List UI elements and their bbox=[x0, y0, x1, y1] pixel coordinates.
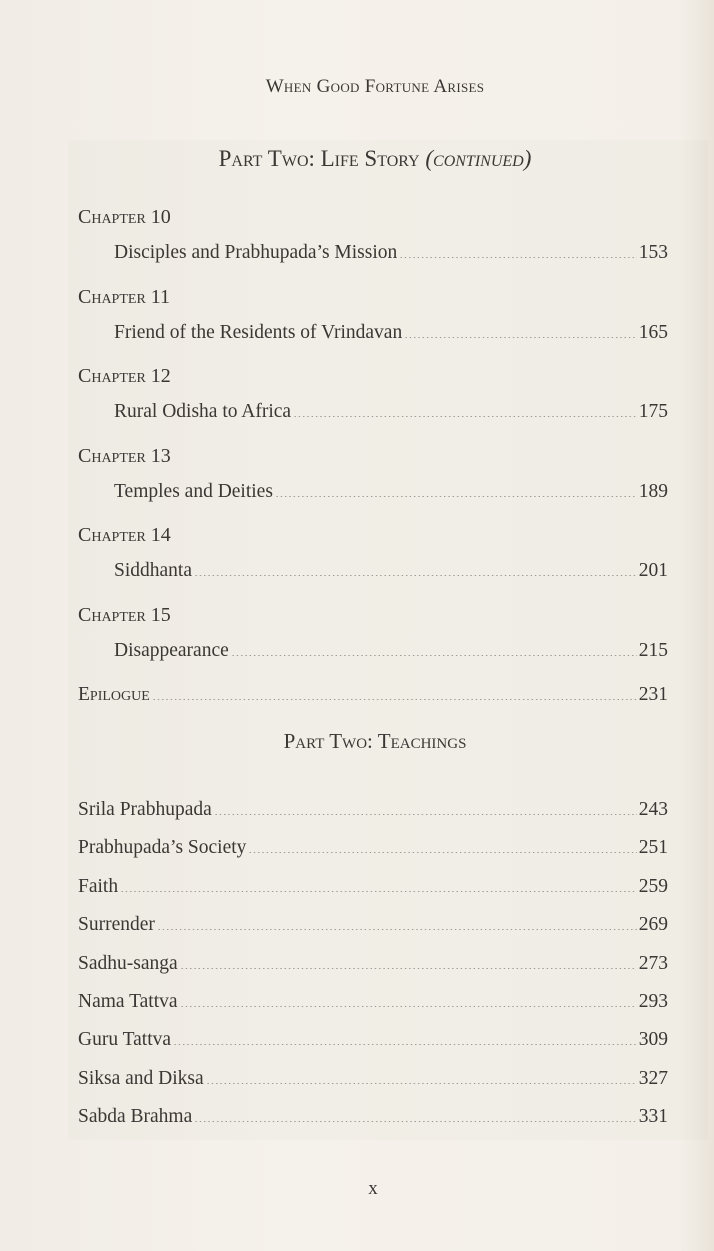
part-title-text: Part Two: Life Story bbox=[218, 146, 420, 171]
part-title-note: (continued) bbox=[425, 146, 532, 171]
entry-page: 327 bbox=[638, 1067, 668, 1089]
entry-title: Sabda Brahma bbox=[78, 1106, 193, 1128]
entry-page: 189 bbox=[638, 480, 668, 502]
entry-title: Epilogue bbox=[78, 684, 150, 705]
entry-title: Siddhanta bbox=[114, 560, 192, 582]
dot-leader bbox=[157, 929, 637, 930]
dot-leader bbox=[180, 968, 637, 969]
toc-entry[interactable] bbox=[78, 799, 668, 821]
entry-page: 231 bbox=[638, 684, 668, 705]
toc-entry[interactable] bbox=[78, 914, 668, 936]
dot-leader bbox=[214, 814, 637, 815]
entry-title: Prabhupada’s Society bbox=[78, 837, 247, 859]
toc-entry[interactable] bbox=[78, 991, 668, 1013]
toc-entry[interactable] bbox=[114, 640, 668, 662]
dot-leader bbox=[404, 337, 637, 338]
toc-entry-epilogue[interactable] bbox=[78, 684, 668, 706]
page-number: x bbox=[368, 1178, 378, 1199]
entry-page: 201 bbox=[638, 560, 668, 582]
entry-title: Srila Prabhupada bbox=[78, 799, 212, 820]
entry-title: Temples and Deities bbox=[114, 480, 273, 502]
dot-leader bbox=[152, 699, 637, 700]
dot-leader bbox=[206, 1083, 637, 1084]
toc-entry[interactable] bbox=[114, 481, 668, 503]
part-title-life-story bbox=[0, 146, 714, 172]
entry-title: Nama Tattva bbox=[78, 991, 178, 1012]
toc-entry[interactable] bbox=[114, 401, 668, 423]
toc-entry[interactable] bbox=[78, 837, 668, 859]
entry-page: 269 bbox=[638, 914, 668, 936]
entry-page: 251 bbox=[638, 837, 668, 859]
dot-leader bbox=[293, 416, 637, 417]
running-head: When Good Fortune Arises bbox=[265, 76, 485, 97]
toc-entry[interactable] bbox=[114, 242, 668, 264]
entry-title: Sadhu-sanga bbox=[78, 952, 178, 974]
part-title-teachings: Part Two: Teachings bbox=[283, 729, 467, 753]
toc-entry[interactable] bbox=[78, 953, 668, 975]
chapter-label: Chapter 12 bbox=[78, 365, 171, 388]
entry-page: 175 bbox=[638, 401, 668, 423]
entry-page: 273 bbox=[638, 952, 668, 974]
toc-entry[interactable] bbox=[114, 322, 668, 344]
entry-page: 309 bbox=[638, 1029, 668, 1051]
entry-page: 331 bbox=[638, 1106, 668, 1128]
entry-page: 165 bbox=[638, 321, 668, 343]
chapter-label: Chapter 10 bbox=[78, 206, 171, 228]
toc-entry[interactable] bbox=[78, 1068, 668, 1090]
entry-title: Faith bbox=[78, 875, 119, 897]
toc-entry[interactable] bbox=[114, 560, 668, 582]
entry-title: Disciples and Prabhupada’s Mission bbox=[114, 242, 398, 263]
dot-leader bbox=[173, 1044, 637, 1045]
dot-leader bbox=[180, 1006, 637, 1007]
toc-entry[interactable] bbox=[78, 876, 668, 898]
entry-page: 243 bbox=[638, 799, 668, 820]
entry-title: Disappearance bbox=[114, 640, 229, 661]
chapter-label: Chapter 11 bbox=[78, 285, 171, 308]
entry-page: 293 bbox=[638, 991, 668, 1012]
dot-leader bbox=[120, 891, 637, 892]
entry-page: 215 bbox=[638, 640, 668, 661]
entry-page: 259 bbox=[638, 875, 668, 897]
dot-leader bbox=[275, 496, 637, 497]
toc-entry[interactable] bbox=[78, 1029, 668, 1051]
entry-title: Guru Tattva bbox=[78, 1029, 172, 1051]
dot-leader bbox=[194, 1121, 636, 1122]
entry-title: Siksa and Diksa bbox=[78, 1067, 204, 1089]
chapter-label: Chapter 15 bbox=[78, 604, 171, 626]
dot-leader bbox=[399, 257, 636, 258]
entry-title: Friend of the Residents of Vrindavan bbox=[114, 321, 403, 343]
dot-leader bbox=[231, 655, 637, 656]
entry-title: Rural Odisha to Africa bbox=[114, 401, 292, 423]
entry-title: Surrender bbox=[78, 914, 155, 936]
toc-entry[interactable] bbox=[78, 1106, 668, 1128]
chapter-label: Chapter 14 bbox=[78, 524, 171, 547]
entry-page: 153 bbox=[638, 242, 668, 263]
dot-leader bbox=[248, 852, 636, 853]
chapter-label: Chapter 13 bbox=[78, 444, 171, 467]
dot-leader bbox=[194, 575, 637, 576]
